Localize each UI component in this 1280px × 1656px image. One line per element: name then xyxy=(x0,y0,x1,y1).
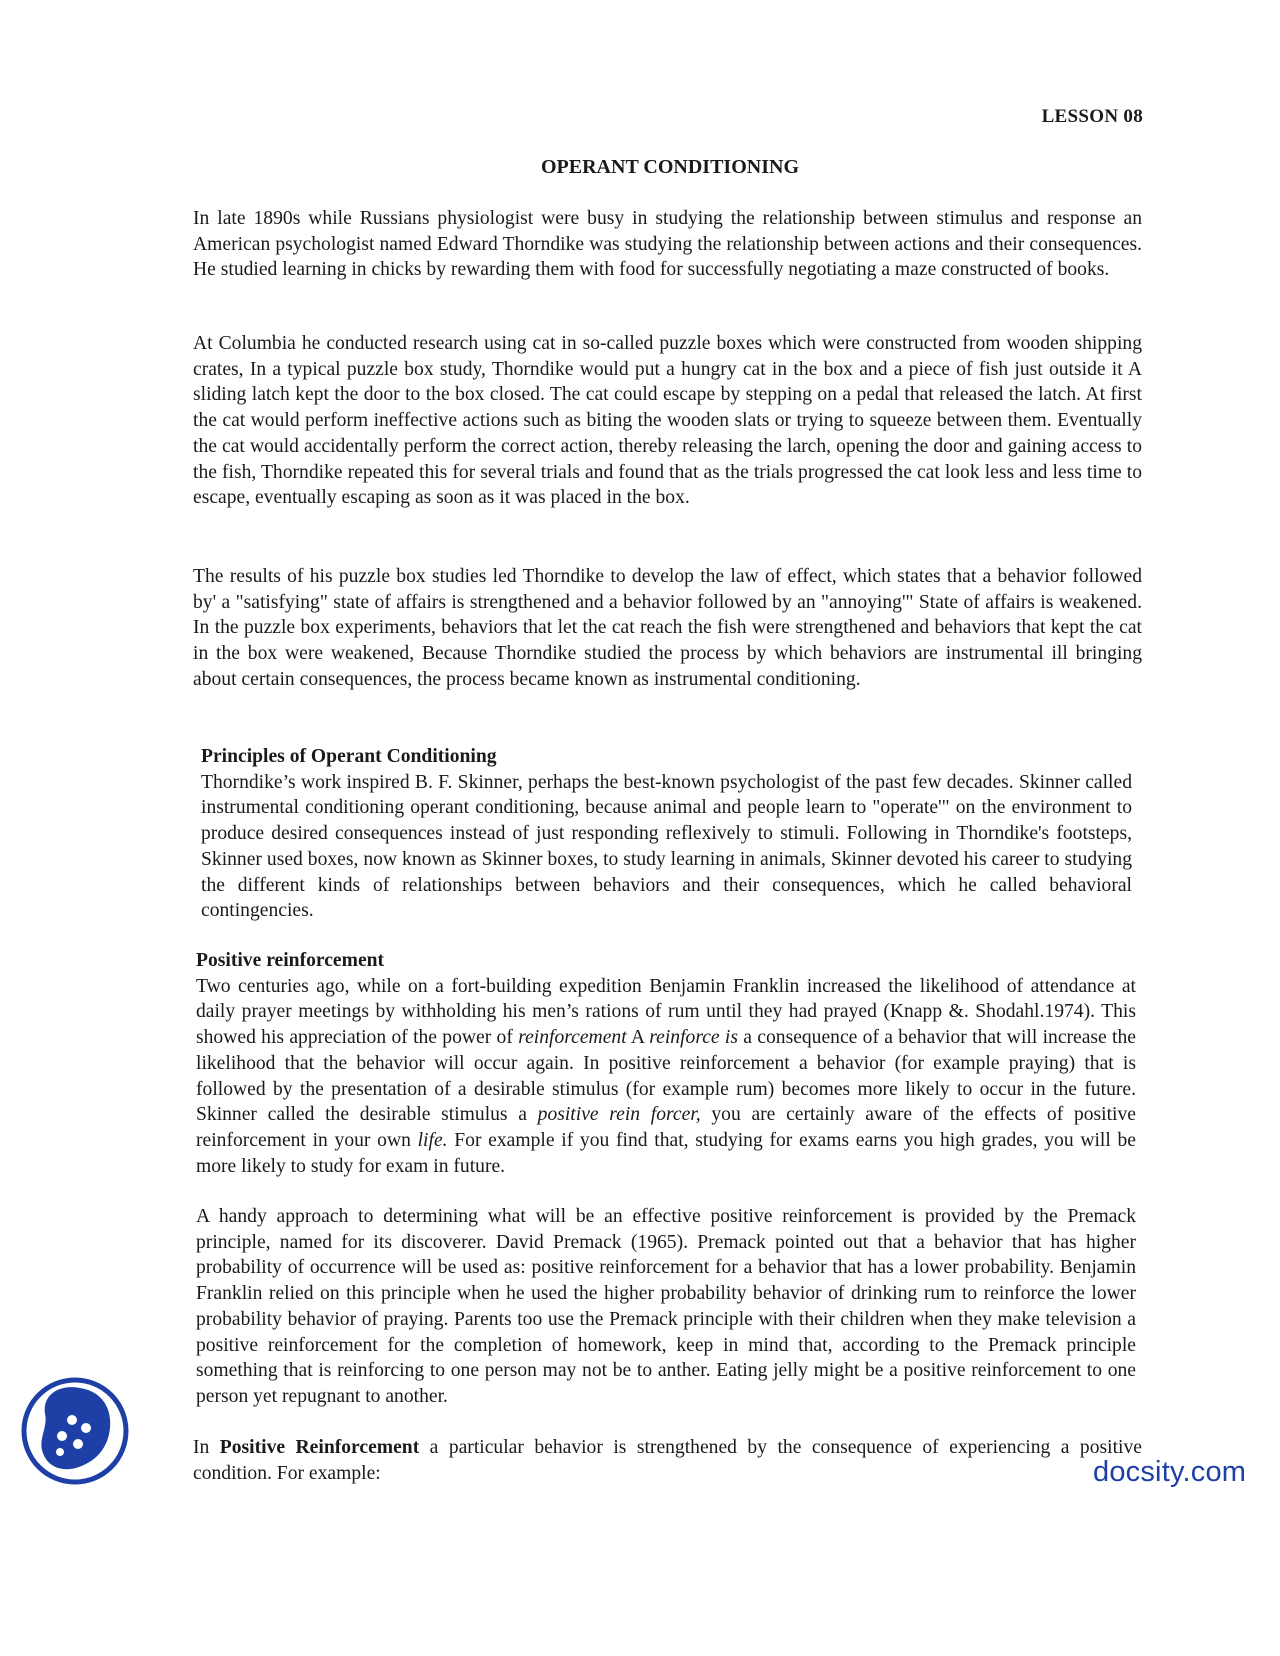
paragraph-text: In Positive Reinforcement a particular behavior is strengthened by the consequence of experiencing a positive condition. For example: xyxy=(193,1437,1142,1484)
positive-reinforcement-section xyxy=(196,948,1136,1179)
paragraph-text: In late 1890s while Russians physiologist were busy in studying the relationship between stimulus and response an American psychologist named Edward Thorndike was studying the relationship between actions and their consequences. He studied learning in chicks by rewarding them with food for successfully negotiating a maze constructed of books. xyxy=(193,208,1142,281)
section-heading: Positive reinforcement xyxy=(196,950,385,971)
emphasis: reinforcement xyxy=(518,1027,627,1049)
paragraph-text: Thorndike’s work inspired B. F. Skinner, perhaps the best-known psychologist of the past few decades. Skinner called instrumental conditioning operant conditioning, because animal and people learn to "operate'" on the environment to produce desired consequences instead of just responding reflexively to stimuli. Following in Thorndike's footsteps, Skinner used boxes, now known as Skinner boxes, to study learning in animals, Skinner devoted his career to studying the different kinds of relationships between behaviors and their consequences, which he called behavioral contingencies. xyxy=(201,771,1132,922)
paragraph-text: Two centuries ago, while on a fort-building expedition Benjamin Franklin increased the likelihood of attendance at daily prayer meetings by withholding his men’s rations of rum until they had prayed (Knapp &. Shodahl.1974). This showed his appreciation of the power of reinforcement A reinforce is a consequence of a behavior that will increase the likelihood that the behavior will occur again. In positive reinforcement a behavior (for example praying) that is followed by the presentation of a desirable stimulus (for example rum) becomes more likely to occur in the future. Skinner called the desirable stimulus a positive rein forcer, you are certainly aware of the effects of positive reinforcement in your own life. For example if you find that, studying for exams earns you high grades, you will be more likely to study for exam in future. xyxy=(196,975,1137,1177)
paragraph-text: The results of his puzzle box studies led Thorndike to develop the law of effect, which states that a behavior followed by' a "satisfying" state of affairs is strengthened and a behavior followed by an "annoying'" State of affairs is weakened. In the puzzle box experiments, behaviors that let the cat reach the fish were strengthened and behaviors that kept the cat in the box were weakened, Because Thorndike studied the process by which behaviors are instrumental ill bringing about certain consequences, the process became known as instrumental conditioning. xyxy=(193,566,1142,690)
emphasis: life. xyxy=(417,1129,448,1151)
principles-section xyxy=(201,744,1132,924)
docsity-logo-icon xyxy=(20,1376,130,1486)
emphasis: positive rein forcer, xyxy=(537,1104,701,1126)
positive-reinforcement-example xyxy=(193,1435,1142,1486)
section-heading: Principles of Operant Conditioning xyxy=(201,746,497,767)
intro-paragraph-1 xyxy=(193,206,1142,283)
lesson-number: LESSON 08 xyxy=(1041,106,1143,127)
intro-paragraph-2 xyxy=(193,331,1142,511)
premack-paragraph xyxy=(196,1204,1136,1410)
paragraph-text: A handy approach to determining what will be an effective positive reinforcement is provided by the Premack principle, named for its discoverer. David Premack (1965). Premack pointed out that a behavior that has higher probability of occurrence will be used as: positive reinforcement for a behavior that has a lower probability. Benjamin Franklin relied on this principle when he used the higher probability behavior of drinking rum to reinforce the lower probability behavior of praying. Parents too use the Premack principle with their children when they make television a positive reinforcement for the completion of homework, keep in mind that, according to the Premack principle something that is reinforcing to one person may not be to anther. Eating jelly might be a positive reinforcement to one person yet repugnant to another. xyxy=(196,1206,1136,1407)
bold-term: Positive Reinforcement xyxy=(219,1437,420,1458)
page-title: OPERANT CONDITIONING xyxy=(541,156,799,178)
intro-paragraph-3 xyxy=(193,564,1142,693)
paragraph-text: At Columbia he conducted research using cat in so-called puzzle boxes which were constructed from wooden shipping crates, In a typical puzzle box study, Thorndike would put a hungry cat in the box and a piece of fish just outside it A sliding latch kept the door to the box closed. The cat could escape by stepping on a pedal that released the latch. At first the cat would perform ineffective actions such as biting the wooden slats or trying to squeeze between them. Eventually the cat would accidentally perform the correct action, thereby releasing the larch, opening the door and gaining access to the fish, Thorndike repeated this for several trials and found that as the trials progressed the cat look less and less time to escape, eventually escaping as soon as it was placed in the box. xyxy=(193,333,1142,509)
emphasis: reinforce is xyxy=(649,1027,738,1049)
docsity-watermark: docsity.com xyxy=(1093,1456,1247,1488)
